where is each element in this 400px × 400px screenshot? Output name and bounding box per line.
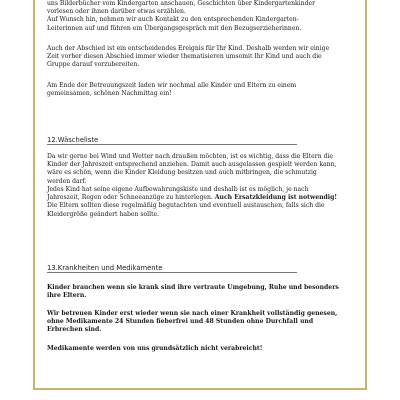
- section-heading-13: [47, 264, 297, 273]
- text-line: Kinder der Jahreszeit entsprechend anziehen. Damit auch ausgelassen gespielt werden kann,: [47, 161, 337, 169]
- paragraph-abschied: [47, 45, 329, 70]
- text-line-mixed: [47, 194, 337, 202]
- text-line: werden darf.: [47, 177, 87, 185]
- text-line: vorlesen oder ihnen darüber etwas erzählen.: [47, 8, 186, 16]
- section-heading-12: [47, 136, 297, 145]
- text-line: Wir betreuen Kinder erst wieder wenn sie nach einer Krankheit vollständig genesen,: [47, 310, 338, 317]
- text-line: Erbrechen sind.: [47, 326, 102, 334]
- paragraph-intro: [47, 0, 315, 33]
- text-line: Auch der Abschied ist ein entscheidendes Ereignis für Ihr Kind. Deshalb werden wir einige: [47, 45, 330, 52]
- paragraph-krank-2: [47, 310, 337, 335]
- text-line: ihre Eltern.: [47, 292, 87, 300]
- text-line: ohne Medikamente 24 Stunden fieberfrei und 48 Stunden ohne Durchfall und: [47, 318, 314, 326]
- text-line: Medikamente werden von uns grundsätzlich nicht verabreicht!: [47, 345, 263, 352]
- text-line: Kleidergröße geändert haben sollte.: [47, 210, 160, 218]
- text-span: Jahreszeit, Regen oder Schneeanzüge zu hinterlegen.: [47, 194, 215, 202]
- text-line: Zeit vorher diesen Abschied immer wieder thematisieren umsomit Ihr Kind und auch die: [47, 53, 322, 61]
- section-divider: [47, 144, 297, 145]
- emphasis-text: Auch Ersatzkleidung ist notwendig!: [214, 194, 338, 202]
- text-line: Jedes Kind hat seine eigene Aufbewahrungskiste und deshalb ist es möglich, je nach: [47, 186, 309, 193]
- text-line: Auf Wunsch hin, nehmen wir auch Kontakt zu den entsprechenden Kindergarten-: [47, 16, 299, 24]
- section-title: 13.Krankheiten und Medikamente: [47, 264, 163, 272]
- paragraph-krank-1: [47, 284, 339, 300]
- text-line: Kinder brauchen wenn sie krank sind ihre vertraute Umgebung, Ruhe und besonders: [47, 284, 339, 291]
- paragraph-waesche-1: [47, 153, 336, 186]
- text-line: Gruppe darauf vorzubereiten.: [47, 61, 140, 69]
- paragraph-waesche-2: [47, 186, 337, 219]
- text-line: uns Bilderbücher vom Kindergarten anschauen, Geschichten über Kindergartenkinder: [47, 0, 316, 7]
- section-title: 12.Wäscheliste: [47, 136, 99, 144]
- text-line: Am Ende der Betreuungszeit laden wir nochmal alle Kinder und Eltern zu einem: [47, 82, 297, 89]
- paragraph-krank-3: [47, 345, 262, 353]
- text-line: Leiterinnen auf und führen ein Übergangsgespräch mit den Bezugserzieherinnen.: [47, 24, 302, 32]
- text-line: wäre es schön, wenn die Kinder Kleidung besitzen und auch mitbringen, die schmutzig: [47, 169, 317, 177]
- text-line: Die Eltern sollten diese regelmäßig begutachten und eventuell austauschen, falls sich die: [47, 202, 325, 210]
- paragraph-ende: [47, 82, 296, 98]
- text-line: gemeinsamen, schönen Nachmittag ein!: [47, 90, 172, 98]
- text-line: Da wir gerne bei Wind und Wetter nach draußen möchten, ist es wichtig, dass die Eltern die: [47, 153, 334, 160]
- section-divider: [47, 272, 297, 273]
